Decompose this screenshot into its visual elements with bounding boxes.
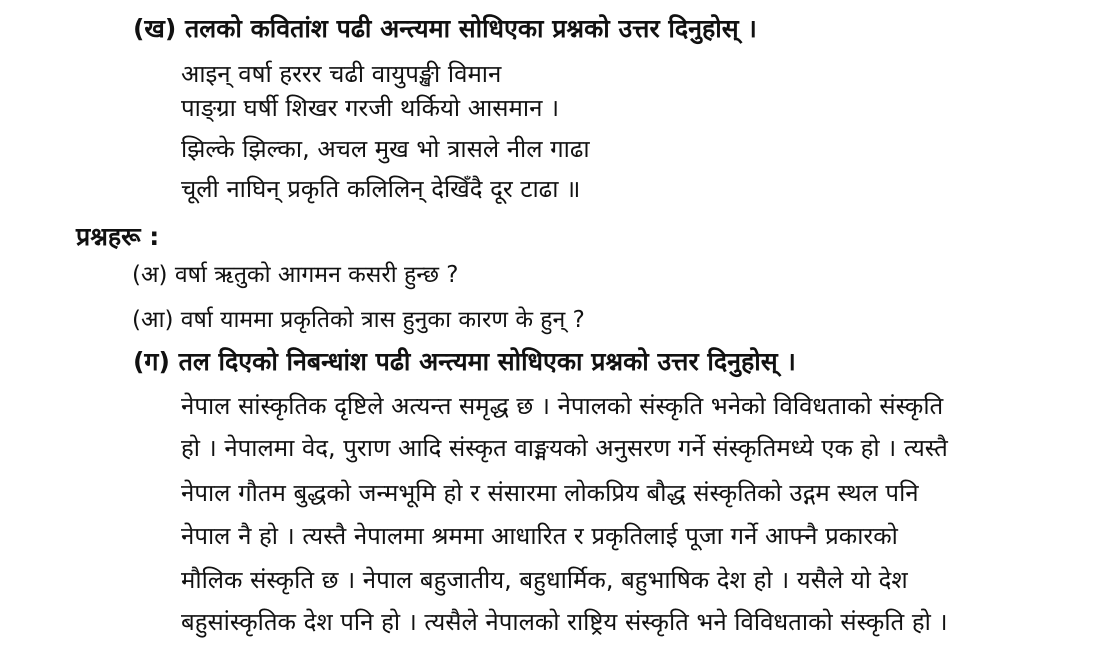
question-label: (अ) [132, 262, 168, 288]
question-label: (आ) [132, 307, 174, 333]
poem-line: पाङ्ग्रा घर्षी शिखर गरजी थर्कियो आसमान । [181, 94, 560, 122]
essay-line: मौलिक संस्कृति छ । नेपाल बहुजातीय, बहुधार्मिक, बहुभाषिक देश हो । यसैले यो देश [181, 566, 908, 594]
poem-line: झिल्के झिल्का, अचल मुख भो त्रासले नील गाढा [181, 135, 590, 163]
section-ga-instruction: तल दिएको निबन्धांश पढी अन्त्यमा सोधिएका प्रश्नको उत्तर दिनुहोस् । [178, 347, 796, 376]
section-kha-heading [133, 16, 757, 41]
section-ga-heading [133, 349, 796, 374]
question-item [132, 309, 585, 332]
essay-line: बहुसांस्कृतिक देश पनि हो । त्यसैले नेपालको राष्ट्रिय संस्कृति भने विविधताको संस्कृति हो । [181, 608, 948, 636]
essay-line: नेपाल नै हो । त्यस्तै नेपालमा श्रममा आधारित र प्रकृतिलाई पूजा गर्ने आफ्नै प्रकारको [181, 522, 898, 550]
essay-line: नेपाल सांस्कृतिक दृष्टिले अत्यन्त समृद्ध छ । नेपालको संस्कृति भनेको विविधताको संस्कृति [181, 392, 944, 420]
section-kha-label: (ख) [133, 14, 177, 43]
essay-line: हो । नेपालमा वेद, पुराण आदि संस्कृत वाङ्मयको अनुसरण गर्ने संस्कृतिमध्ये एक हो । त्यस्तै [181, 434, 948, 462]
question-text: वर्षा याममा प्रकृतिको त्रास हुनुका कारण के हुन् ? [180, 307, 585, 333]
poem-line: चूली नाघिन् प्रकृति कलिलिन् देखिँदै दूर टाढा ॥ [181, 175, 581, 203]
question-item [132, 264, 458, 287]
section-ga-label: (ग) [133, 347, 170, 376]
section-kha-instruction: तलको कवितांश पढी अन्त्यमा सोधिएका प्रश्नको उत्तर दिनुहोस् । [185, 14, 757, 43]
poem-line: आइन् वर्षा हररर चढी वायुपङ्खी विमान [181, 60, 502, 88]
essay-line: नेपाल गौतम बुद्धको जन्मभूमि हो र संसारमा लोकप्रिय बौद्ध संस्कृतिको उद्गम स्थल पनि [181, 479, 919, 507]
questions-heading: प्रश्नहरू : [76, 222, 160, 251]
question-text: वर्षा ऋतुको आगमन कसरी हुन्छ ? [174, 262, 459, 288]
